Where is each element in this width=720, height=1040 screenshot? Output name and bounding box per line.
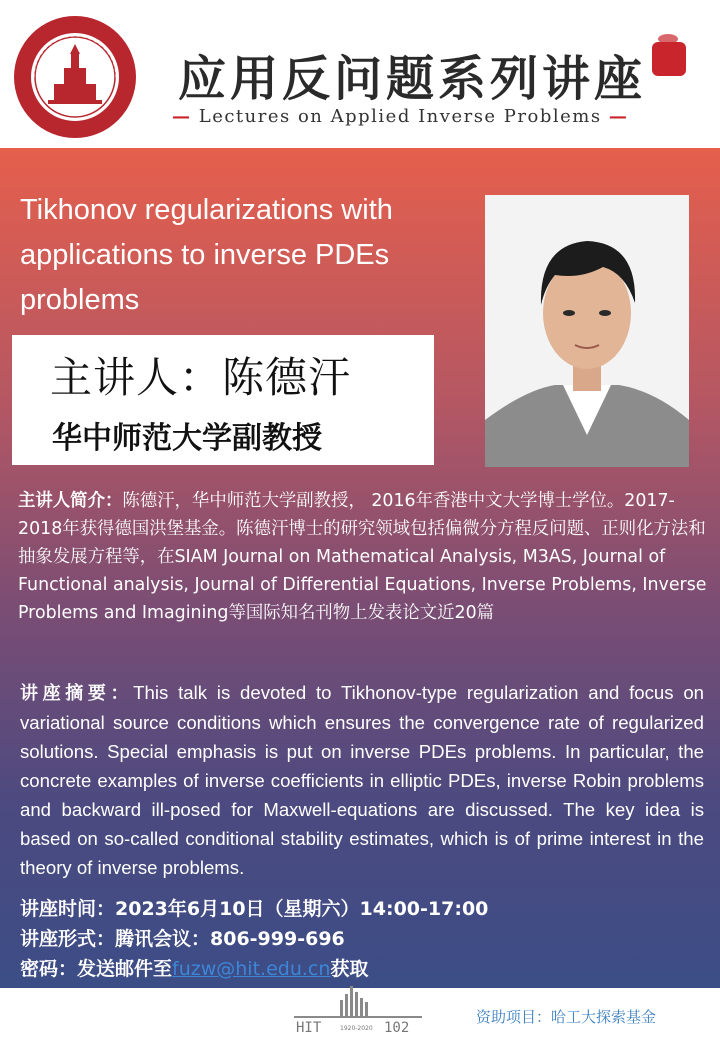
password-prefix: 密码：发送邮件至 xyxy=(20,958,173,980)
speaker-card xyxy=(12,335,434,465)
lecture-format: 讲座形式：腾讯会议：806-999-696 xyxy=(20,928,345,950)
talk-abstract xyxy=(20,678,704,882)
school-of-mathematics-logo xyxy=(12,14,138,140)
red-seal-stamp xyxy=(652,42,686,76)
series-title-en-text: Lectures on Applied Inverse Problems xyxy=(198,106,602,127)
speaker-name: 主讲人：陈德汗 xyxy=(50,353,352,402)
svg-text:HIT: HIT xyxy=(296,1020,322,1036)
hit-anniversary-logo xyxy=(288,982,428,1038)
title-dash-left: — xyxy=(172,106,192,127)
talk-title: Tikhonov regularizations with applications to inverse PDEs problems xyxy=(20,194,393,316)
speaker-position: 华中师范大学副教授 xyxy=(52,421,322,456)
abstract-label: 讲座摘要： xyxy=(20,683,134,704)
title-dash-right: — xyxy=(608,106,629,127)
poster-footer xyxy=(0,988,720,1040)
poster-header xyxy=(0,0,720,148)
bio-label: 主讲人简介： xyxy=(18,491,123,511)
bio-text: 陈德汗，华中师范大学副教授， 2016年香港中文大学博士学位。2017-2018年获得德国洪堡基金。陈德汗博士的研究领域包括偏微分方程反问题、正则化方法和抽象发展方程等，在SIAM Journal on Mathematical Analysis, M3AS, Journal of Functional analysis, Journal of Differential Equations, Inverse Problems, Inverse Problems and Imagining等国际知名刊物上发表论文近20篇 xyxy=(18,491,707,623)
series-title-en xyxy=(172,106,628,127)
abstract-text: This talk is devoted to Tikhonov-type regularization and focus on variational source conditions which ensures the convergence rate of regularized solutions. Special emphasis is put on inverse PDEs problems. In particular, the concrete examples of inverse coefficients in elliptic PDEs, inverse Robin problems and backward ill-posed for Maxwell-equations are discussed. The key idea is based on so-called conditional stability estimates, which is of prime interest in the theory of inverse problems. xyxy=(20,682,705,878)
lecture-password xyxy=(20,954,368,981)
email-link[interactable]: fuzw@hit.edu.cn xyxy=(172,958,331,980)
lecture-time: 讲座时间：2023年6月10日（星期六）14:00-17:00 xyxy=(20,898,489,920)
series-title-cn: 应用反问题系列讲座 xyxy=(178,51,647,107)
speaker-photo xyxy=(485,195,689,467)
svg-text:1920-2020: 1920-2020 xyxy=(340,1025,373,1032)
sponsor-text: 资助项目：哈工大探索基金 xyxy=(476,1008,657,1026)
password-suffix: 获取 xyxy=(330,958,369,980)
svg-text:102: 102 xyxy=(384,1020,410,1036)
speaker-bio xyxy=(18,487,708,627)
